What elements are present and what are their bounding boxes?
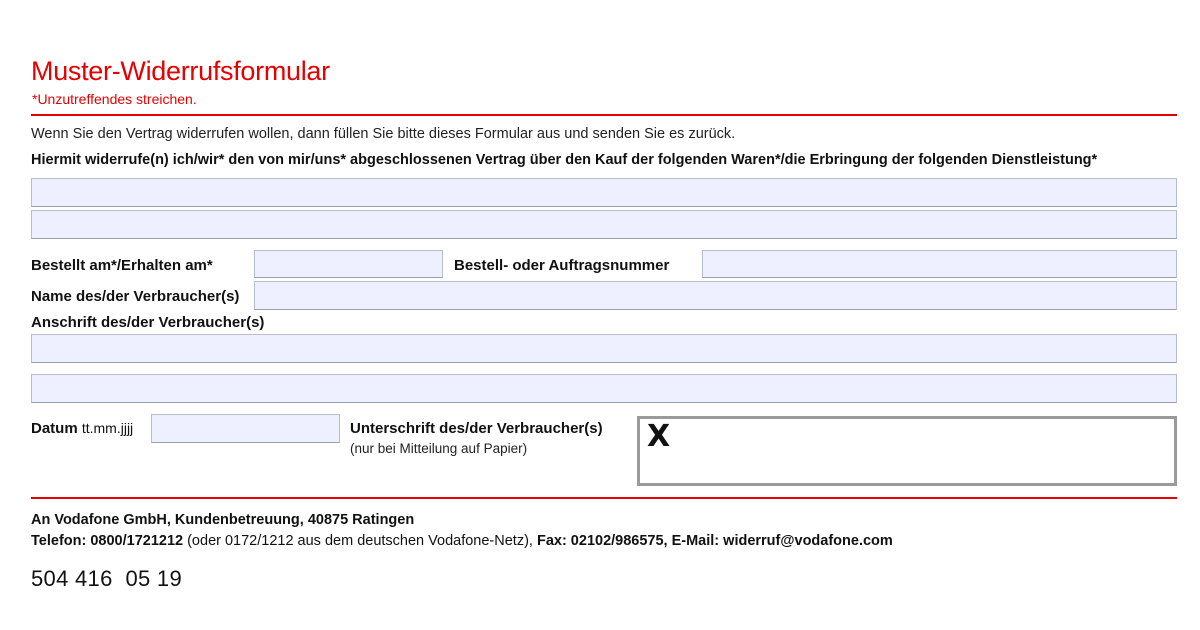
footer-contact xyxy=(31,533,893,549)
footer-phone-note: (oder 0172/1212 aus dem deutschen Vodafone-Netz), xyxy=(183,533,537,549)
footer-divider xyxy=(31,497,1177,499)
address-field-line-2[interactable] xyxy=(31,374,1177,403)
address-field-line-1[interactable] xyxy=(31,334,1177,363)
name-field[interactable] xyxy=(254,281,1177,310)
order-number-label: Bestell- oder Auftragsnummer xyxy=(454,257,670,274)
lead-text: Hiermit widerrufe(n) ich/wir* den von mir/uns* abgeschlossenen Vertrag über den Kauf der folgenden Waren*/die Erbringung der folgenden Dienstleistung* xyxy=(31,152,1098,168)
footer-fax-email: Fax: 02102/986575, E-Mail: widerruf@vodafone.com xyxy=(536,533,893,549)
address-label: Anschrift des/der Verbraucher(s) xyxy=(31,314,265,331)
name-label: Name des/der Verbraucher(s) xyxy=(31,288,240,305)
date-format-hint: tt.mm.jjjj xyxy=(81,420,134,436)
intro-text: Wenn Sie den Vertrag widerrufen wollen, dann füllen Sie bitte dieses Formular aus und senden Sie es zurück. xyxy=(31,126,736,142)
header-divider xyxy=(31,114,1177,116)
ordered-received-field[interactable] xyxy=(254,250,443,278)
signature-box[interactable] xyxy=(637,416,1177,486)
page-title: Muster-Widerrufsformular xyxy=(31,56,330,86)
signature-x-mark: X xyxy=(647,419,671,454)
goods-field-line-1[interactable] xyxy=(31,178,1177,207)
date-field[interactable] xyxy=(151,414,340,443)
date-label-text: Datum xyxy=(31,420,78,437)
footer-address: An Vodafone GmbH, Kundenbetreuung, 40875 Ratingen xyxy=(31,512,415,528)
goods-field-line-2[interactable] xyxy=(31,210,1177,239)
signature-label: Unterschrift des/der Verbraucher(s) xyxy=(350,420,603,437)
signature-note: (nur bei Mitteilung auf Papier) xyxy=(350,441,528,456)
document-number: 504 416 05 19 xyxy=(31,566,183,591)
footer-phone: Telefon: 0800/1721212 xyxy=(31,533,184,549)
order-number-field[interactable] xyxy=(702,250,1177,278)
page-subtitle: *Unzutreffendes streichen. xyxy=(32,91,197,107)
date-label xyxy=(31,420,133,437)
ordered-received-label: Bestellt am*/Erhalten am* xyxy=(31,257,213,274)
